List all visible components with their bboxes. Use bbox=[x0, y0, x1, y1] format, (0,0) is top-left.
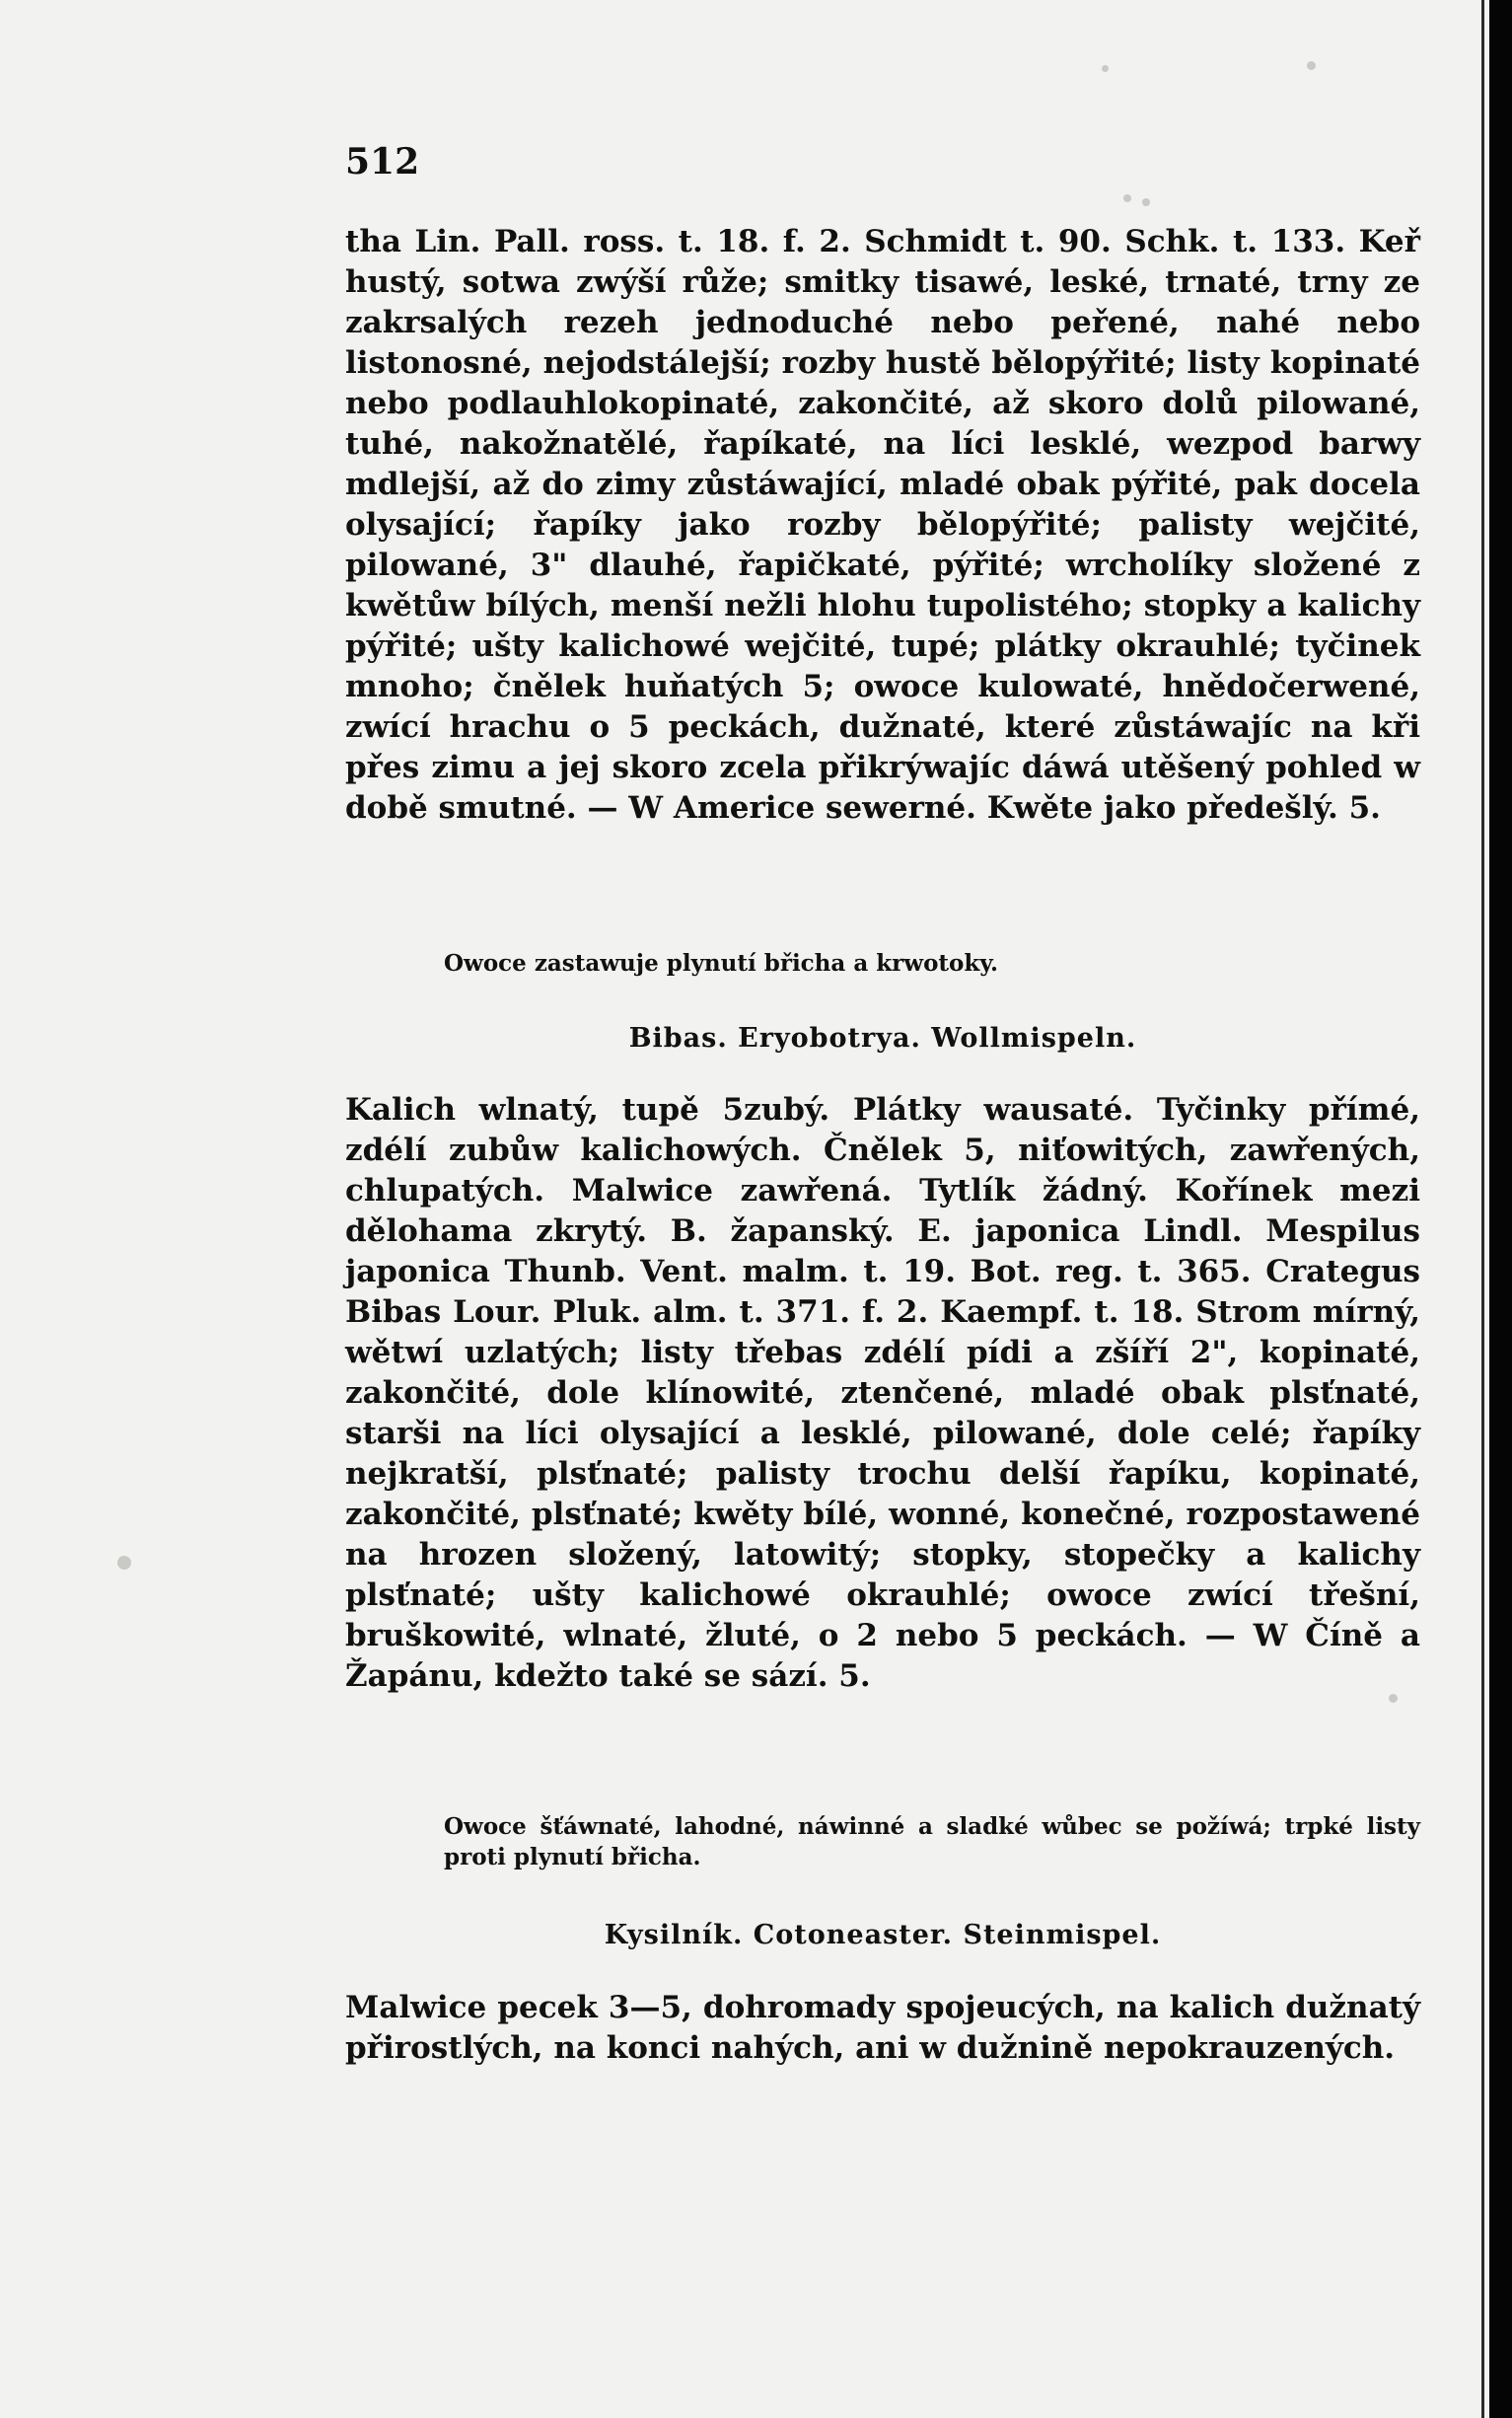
genus-description: Kalich wlnatý, tupě 5zubý. Plátky wausaté. Tyčinky přímé, zdélí zubůw kalichowých. Čnělek 5, niťowitých, zawřených, chlupatých. Malwice zawřená. Tytlík žádný. Kořínek mezi dělohama zkrytý. B. žapanský. E. japonica Lindl. Mespilus japonica Thunb. Vent. malm. t. 19. Bot. reg. t. 365. Crategus Bibas Lour. Pluk. alm. t. 371. f. 2. Kaempf. t. 18. Strom mírný, wětwí uzlatých; listy třebas zdélí pídi a zšíří 2", kopinaté, zakončité, dole klínowité, ztenčené, mladé obak plsťnaté, starši na líci olysající a lesklé, pilowané, dole celé; řapíky nejkratší, plsťnaté; palisty trochu delší řapíku, kopinaté, zakončité, plsťnaté; kwěty bílé, wonné, konečné, rozpostawené na hrozen složený, latowitý; stopky, stopečky a kalichy plsťnaté; ušty kalichowé okrauhlé; owoce zwící třešní, bruškowité, wlnaté, žluté, o 2 nebo 5 peckách. — W Číně a Žapánu, kdežto také se sází. 5. bbox=[345, 1092, 1420, 1694]
page-edge-line bbox=[1481, 0, 1484, 2418]
page-number: 512 bbox=[345, 141, 420, 183]
entry-paragraph: tha Lin. Pall. ross. t. 18. f. 2. Schmidt t. 90. Schk. t. 133. Keř hustý, sotwa zwýší růže; smitky tisawé, leské, trnaté, trny ze zakrsalých rezeh jednoduché nebo peřené, nahé nebo listonosné, nejodstálejší; rozby hustě bělopýřité; listy kopinaté nebo podlauhlokopinaté, zakončité, až skoro dolů pilowané, tuhé, nakožnatělé, řapíkaté, na líci lesklé, wezpod barwy mdlejší, až do zimy zůstáwající, mladé obak pýřité, pak docela olysající; řapíky jako rozby bělopýřité; palisty wejčité, pilowané, 3" dlauhé, řapičkaté, pýřité; wrcholíky složené z kwětůw bílých, menší nežli hlohu tupolistého; stopky a kalichy pýřité; ušty kalichowé wejčité, tupé; plátky okrauhlé; tyčinek mnoho; čnělek huňatých 5; owoce kulowaté, hnědočerwené, zwící hrachu o 5 peckách, dužnaté, které zůstáwajíc na kři přes zimu a jej skoro zcela přikrýwajíc dáwá utěšený pohled w době smutné. — W Americe sewerné. Kwěte jako předešlý. 5. bbox=[345, 224, 1420, 826]
footnote: Owoce šťáwnaté, lahodné, náwinné a sladké wůbec se požíwá; trpké listy proti plynutí břicha. bbox=[444, 1813, 1420, 1870]
section-heading: Bibas. Eryobotrya. Wollmispeln. bbox=[628, 1023, 1137, 1054]
section-heading: Kysilník. Cotoneaster. Steinmispel. bbox=[604, 1920, 1162, 1950]
page-edge bbox=[1489, 0, 1512, 2418]
genus-description: Malwice pecek 3—5, dohromady spojeucých, na kalich dužnatý přirostlých, na konci nahých, ani w dužnině nepokrauzených. bbox=[345, 1990, 1420, 2066]
footnote: Owoce zastawuje plynutí břicha a krwotoky. bbox=[444, 950, 999, 977]
